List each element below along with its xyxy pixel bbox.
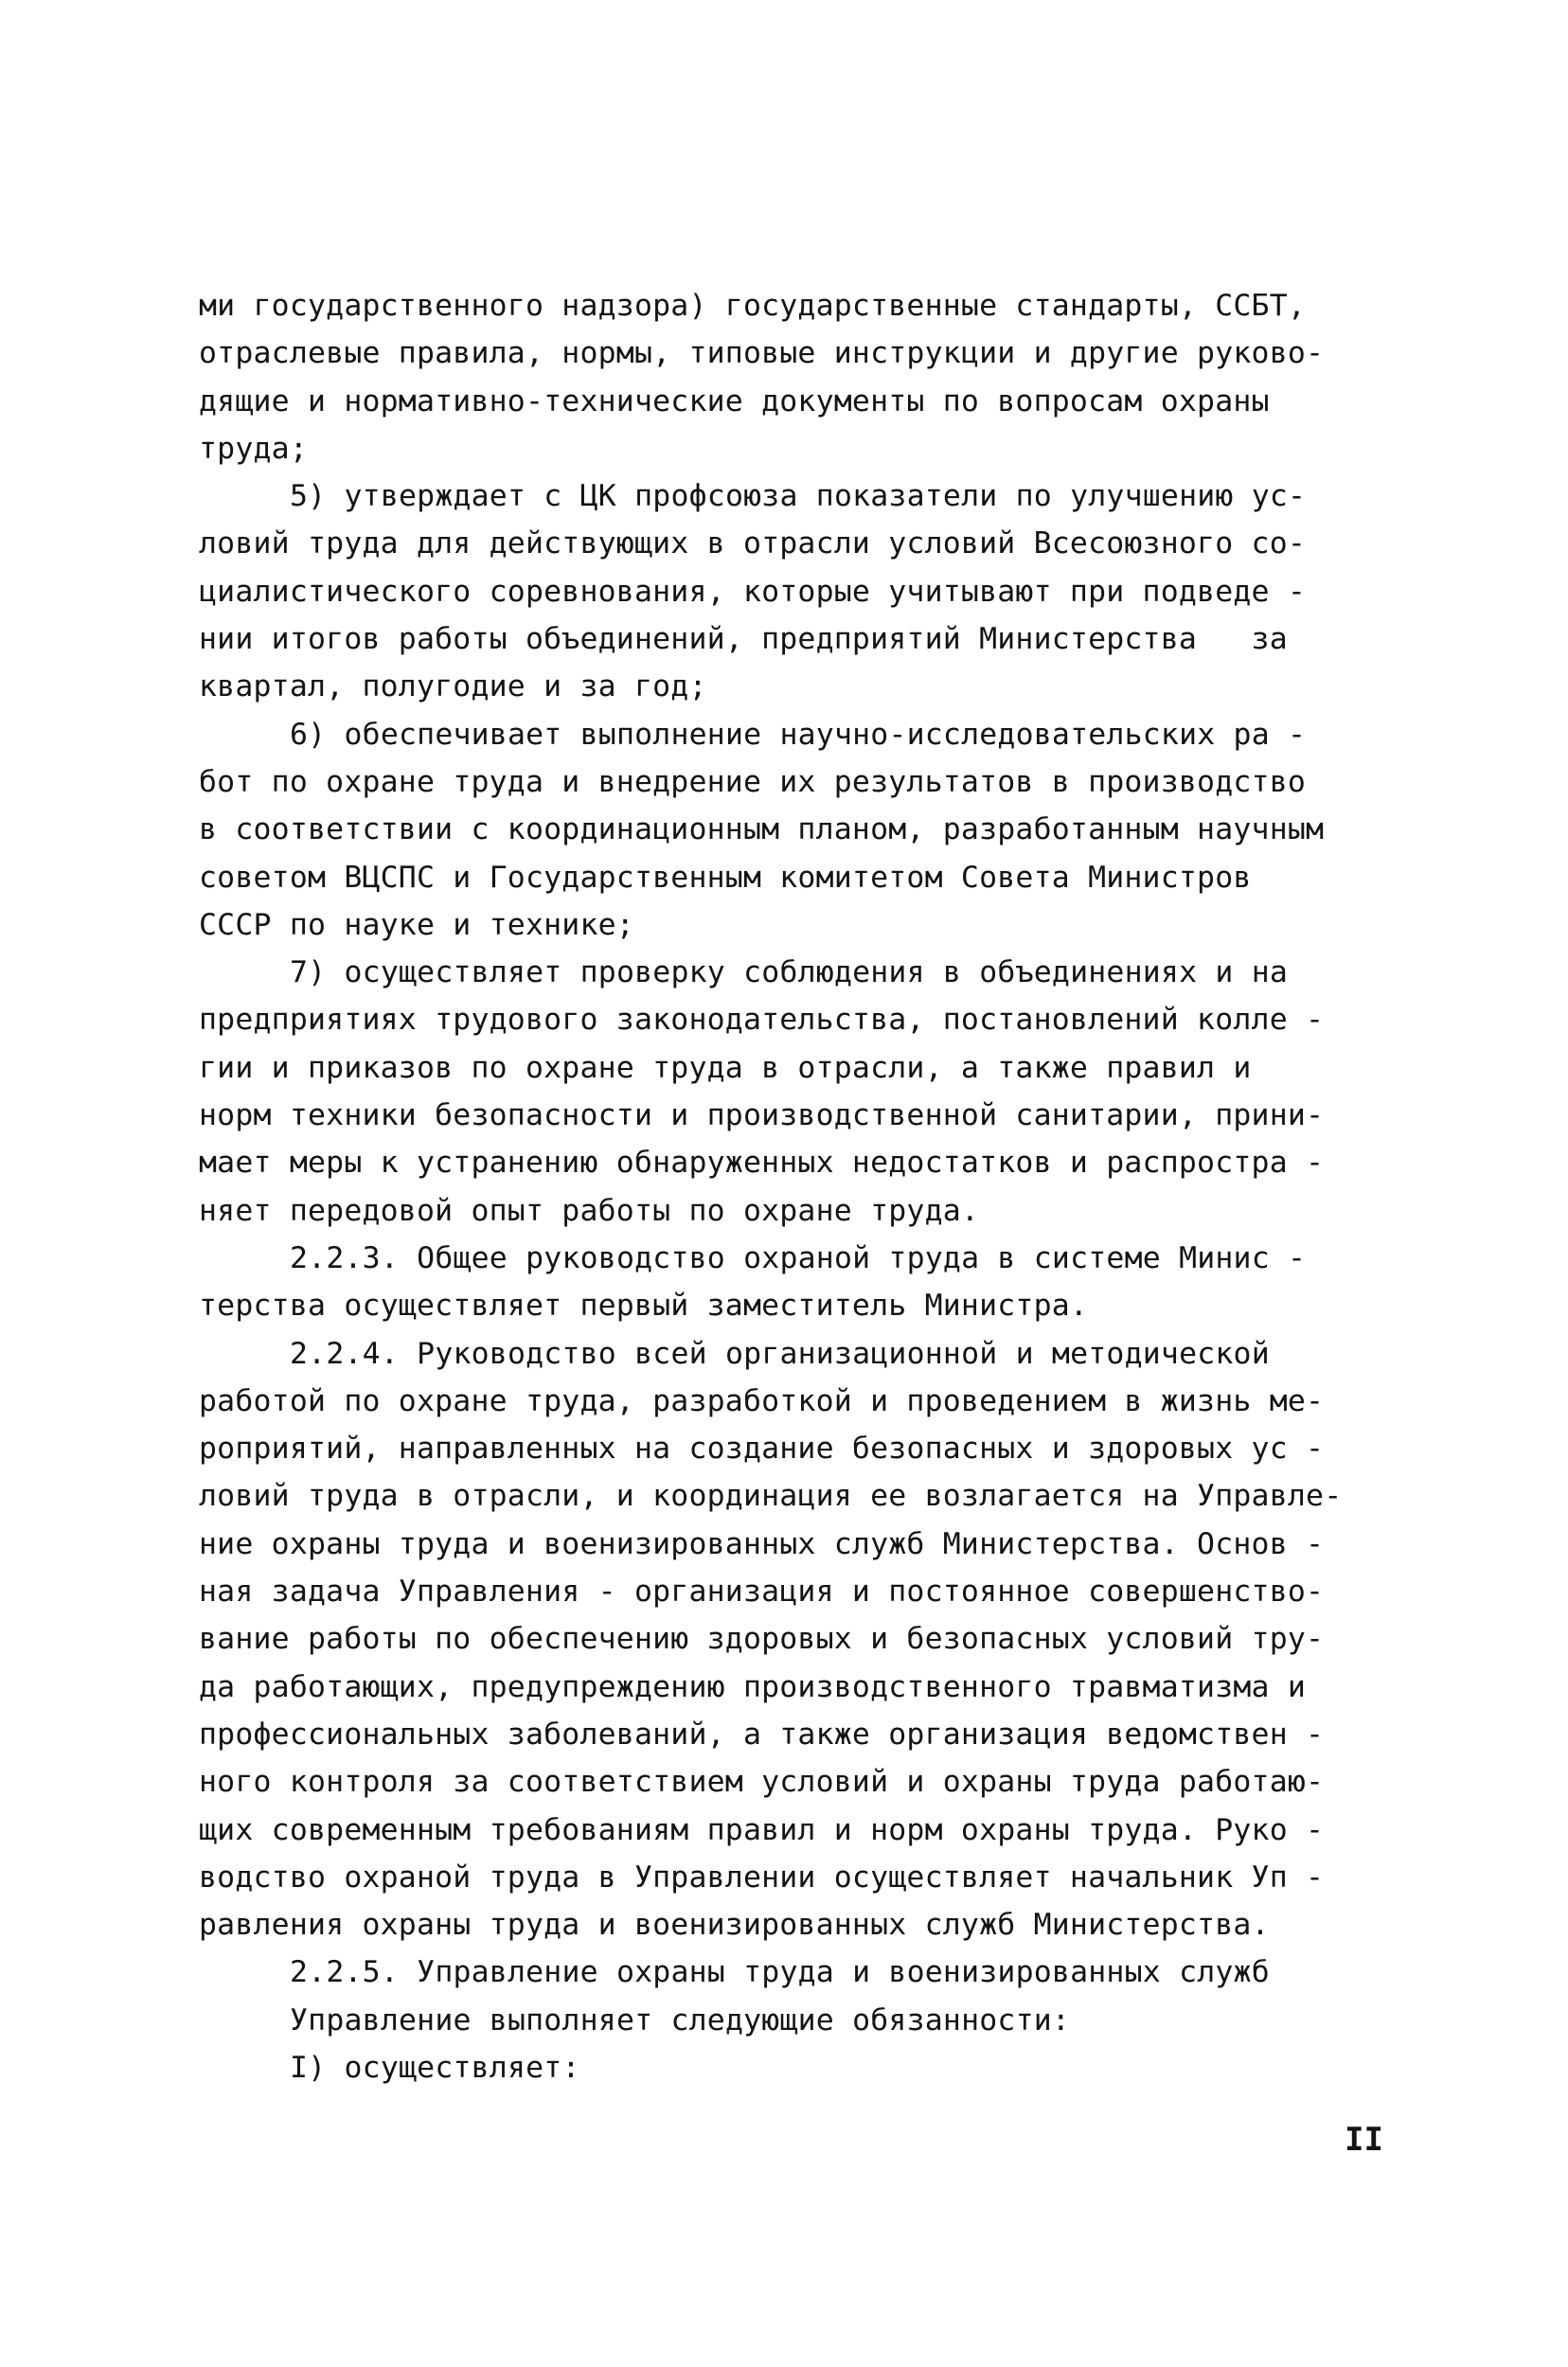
text-line: работой по охране труда, разработкой и проведением в жизнь ме- [199, 1383, 1325, 1418]
text-line: I) осуществляет: [290, 2050, 580, 2085]
text-line: 6) обеспечивает выполнение научно-исследовательских ра - [290, 717, 1307, 752]
text-line: в соответствии с координационным планом, разработанным научным [199, 812, 1325, 847]
text-line: циалистического соревнования, которые учитывают при подведе - [199, 574, 1307, 609]
text-line: Управление выполняет следующие обязанности: [290, 2002, 1071, 2038]
text-line: няет передовой опыт работы по охране труда. [199, 1193, 980, 1228]
text-line: норм техники безопасности и производственной санитарии, прини- [199, 1098, 1325, 1133]
text-line: 2.2.4. Руководство всей организационной и методической [290, 1336, 1270, 1371]
text-line: нии итогов работы объединений, предприятий Министерства за [199, 622, 1288, 657]
text-line: советом ВЦСПС и Государственным комитетом Совета Министров [199, 860, 1252, 895]
text-line: гии и приказов по охране труда в отрасли, а также правил и [199, 1050, 1252, 1085]
text-line: мает меры к устранению обнаруженных недостатков и распростра - [199, 1146, 1325, 1181]
text-line: вание работы по обеспечению здоровых и безопасных условий тру- [199, 1622, 1325, 1657]
page-number: II [1345, 2121, 1383, 2159]
text-line: СССР по науке и технике; [199, 907, 634, 942]
text-line: 2.2.3. Общее руководство охраной труда в системе Минис - [290, 1240, 1307, 1275]
text-line: щих современным требованиям правил и норм охраны труда. Руко - [199, 1812, 1325, 1847]
text-line: ловий труда для действующих в отрасли условий Всесоюзного со- [199, 526, 1307, 561]
text-line: квартал, полугодие и за год; [199, 669, 707, 704]
text-line: ми государственного надзора) государственные стандарты, ССБТ, [199, 289, 1307, 323]
text-line: 2.2.5. Управление охраны труда и военизированных служб [290, 1955, 1270, 1990]
body-text [199, 282, 1430, 2091]
text-line: равления охраны труда и военизированных служб Министерства. [199, 1908, 1270, 1943]
text-line: ловий труда в отрасли, и координация ее возлагается на Управле- [199, 1479, 1343, 1514]
text-line: предприятиях трудового законодательства, постановлений колле - [199, 1003, 1325, 1038]
text-line: профессиональных заболеваний, а также организация ведомствен - [199, 1717, 1325, 1752]
text-line: бот по охране труда и внедрение их результатов в производство [199, 764, 1307, 799]
text-line: 7) осуществляет проверку соблюдения в объединениях и на [290, 955, 1289, 990]
text-line: терства осуществляет первый заместитель Министра. [199, 1289, 1089, 1324]
text-line: водство охраной труда в Управлении осуществляет начальник Уп - [199, 1860, 1325, 1895]
text-line: труда; [199, 431, 308, 466]
text-line: 5) утверждает с ЦК профсоюза показатели по улучшению ус- [290, 479, 1307, 514]
text-line: ная задача Управления - организация и постоянное совершенство- [199, 1575, 1325, 1610]
text-line: роприятий, направленных на создание безопасных и здоровых ус - [199, 1432, 1325, 1467]
text-line: ного контроля за соответствием условий и охраны труда работаю- [199, 1765, 1325, 1800]
text-line: дящие и нормативно-технические документы по вопросам охраны [199, 383, 1270, 418]
text-line: отраслевые правила, нормы, типовые инструкции и другие руково- [199, 336, 1325, 371]
text-line: ние охраны труда и военизированных служб Министерства. Основ - [199, 1526, 1325, 1561]
text-line: да работающих, предупреждению производственного травматизма и [199, 1669, 1307, 1704]
